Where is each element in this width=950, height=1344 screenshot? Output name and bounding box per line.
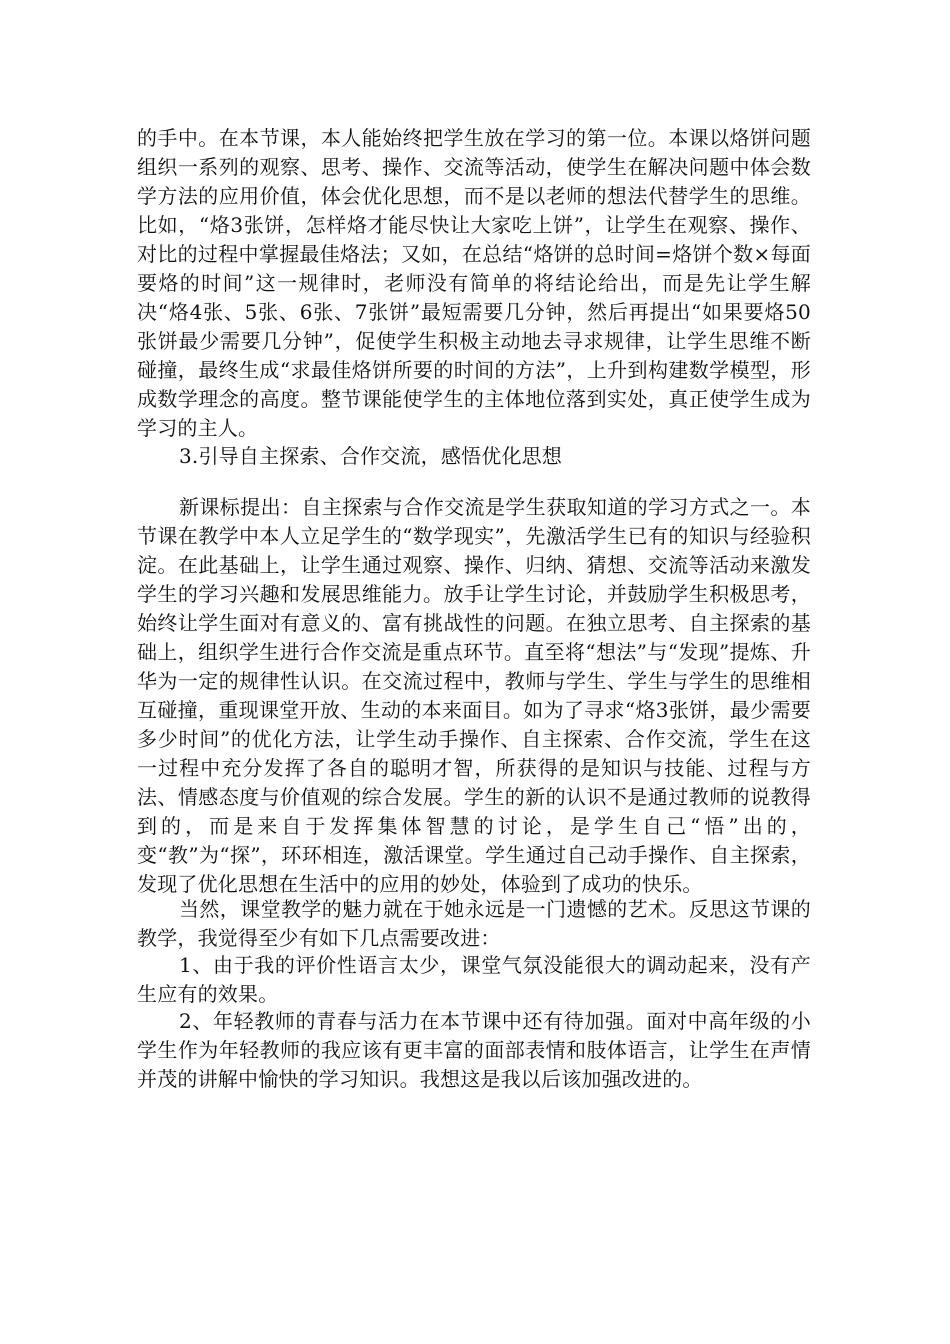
paragraph-improvement-intro: 当然，课堂教学的魅力就在于她永远是一门遗憾的艺术。反思这节课的教学，我觉得至少有如下几点需要改进： bbox=[137, 897, 811, 950]
paragraph-autonomous-exploration: 新课标提出：自主探索与合作交流是学生获取知道的学习方式之一。本节课在教学中本人立足学生的“数学现实”，先激活学生已有的知识与经验积淀。在此基础上，让学生通过观察、操作、归纳、猜想、交流等活动来激发学生的学习兴趣和发展思维能力。放手让学生讨论，并鼓励学生积极思考，始终让学生面对有意义的、富有挑战性的问题。在独立思考、自主探索的基础上，组织学生进行合作交流是重点环节。直至将“想法”与“发现”提炼、升华为一定的规律性认识。在交流过程中，教师与学生、学生与学生的思维相互碰撞，重现课堂开放、生动的本来面目。如为了寻求“烙3张饼，最少需要多少时间”的优化方法，让学生动手操作、自主探索、合作交流，学生在这一过程中充分发挥了各自的聪明才智，所获得的是知识与技能、过程与方法、情感态度与价值观的综合发展。学生的新的认识不是通过教师的说教得到的，而是来自于发挥集体智慧的讨论，是学生自己“悟”出的，变“教”为“探”，环环相连，激活课堂。学生通过自己动手操作、自主探索，发现了优化思想在生活中的应用的妙处，体验到了成功的快乐。 bbox=[137, 495, 811, 896]
section-heading-3: 3.引导自主探索、合作交流，感悟优化思想 bbox=[179, 444, 563, 468]
paragraph-improvement-1: 1、由于我的评价性语言太少，课堂气氛没能很大的调动起来，没有产生应有的效果。 bbox=[137, 953, 811, 1006]
paragraph-continued-reflection: 的手中。在本节课，本人能始终把学生放在学习的第一位。本课以烙饼问题组织一系列的观察、思考、操作、交流等活动，使学生在解决问题中体会数学方法的应用价值，体会优化思想，而不是以老师的想法代替学生的思维。比如，“烙3张饼，怎样烙才能尽快让大家吃上饼”，让学生在观察、操作、对比的过程中掌握最佳烙法；又如，在总结“烙饼的总时间=烙饼个数×每面要烙的时间”这一规律时，老师没有简单的将结论给出，而是先让学生解决“烙4张、5张、6张、7张饼”最短需要几分钟，然后再提出“如果要烙50张饼最少需要几分钟”，促使学生积极主动地去寻求规律，让学生思维不断碰撞，最终生成“求最佳烙饼所要的时间的方法”，上升到构建数学模型，形成数学理念的高度。整节课能使学生的主体地位落到实处，真正使学生成为学习的主人。 bbox=[137, 126, 811, 440]
paragraph-improvement-2: 2、年轻教师的青春与活力在本节课中还有待加强。面对中高年级的小学生作为年轻教师的我应该有更丰富的面部表情和肢体语言，让学生在声情并茂的讲解中愉快的学习知识。我想这是我以后该加强改进的。 bbox=[137, 1009, 811, 1091]
